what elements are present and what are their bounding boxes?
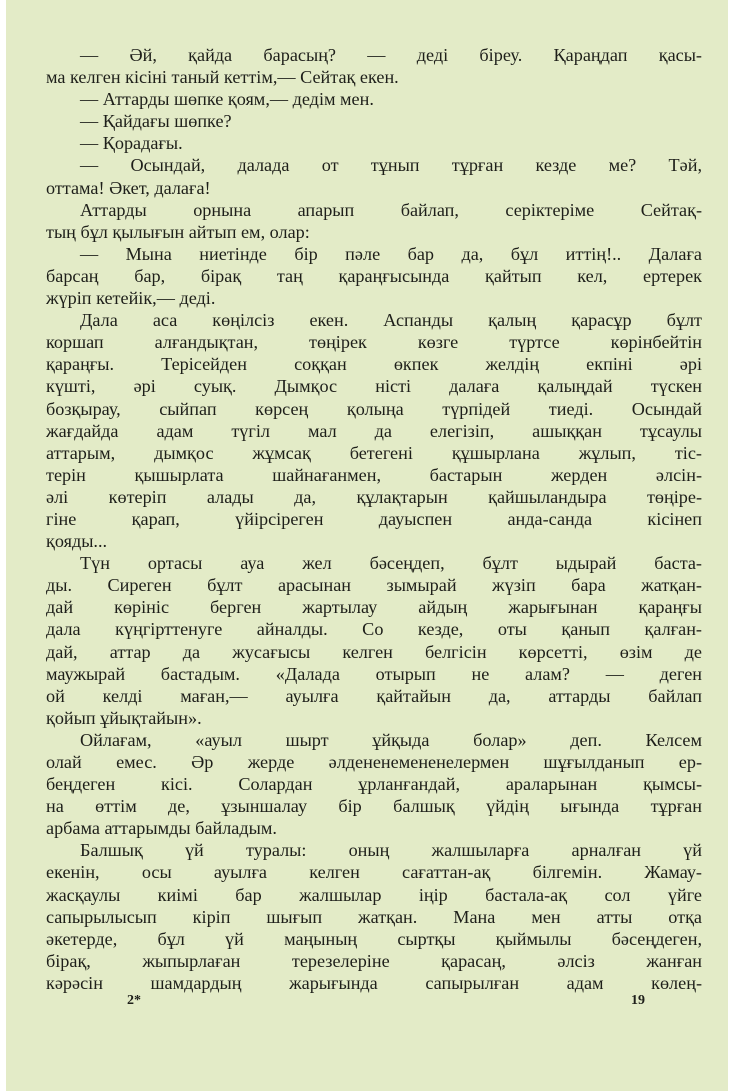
text-line: дала күңгірттенуге айналды. Со кезде, оты қанып қалған- (46, 619, 702, 640)
text-line: дай көрініс берген жартылау айдың жарығынан қараңғы (46, 597, 702, 618)
text-line: жасқаулы киімі бар жалшылар іңір бастала-ақ сол үйге (46, 884, 702, 905)
signature-mark: 2* (127, 993, 141, 1008)
text-line: екенін, осы ауылға келген сағаттан-ақ білгемін. Жамау- (46, 862, 702, 883)
text-line: Түн ортасы ауа жел бәсеңдеп, бұлт ыдырай баста- (80, 553, 702, 574)
text-line: Балшық үй туралы: оның жалшыларға арналған үй (80, 840, 702, 861)
text-line: әлі көтеріп алады да, құлақтарын қайшыландыра төңіре- (46, 486, 702, 507)
book-page (6, 0, 728, 1091)
text-line: ой келді маған,— ауылға қайтайын да, аттарды байлап (46, 685, 702, 706)
text-line: сапырылысып кіріп шығып жатқан. Мана мен атты отқа (46, 906, 702, 927)
text-line: беңдеген кісі. Солардан ұрланғандай, араларынан қымсы- (46, 774, 702, 795)
text-line: арбама аттарымды байладым. (46, 818, 277, 839)
text-line: ма келген кісіні таный кеттім,— Сейтақ екен. (46, 67, 399, 88)
text-line: қояды... (46, 531, 108, 552)
text-line: коршап алғандықтан, төңірек көзге түртсе көрінбейтін (46, 332, 702, 353)
text-line: оттама! Әкет, далаға! (46, 177, 211, 198)
text-line: — Мына ниетінде бір пәле бар да, бұл иттің!.. Далаға (80, 243, 702, 264)
text-line: Аттарды орнына апарып байлап, серіктеріме Сейтақ- (80, 199, 702, 220)
text-line: аттарым, дымқос жұмсақ бетегені құшырлана жұлып, тіс- (46, 442, 702, 463)
text-line: дай, аттар да жусағысы келген белгісін көрсетті, өзім де (46, 641, 702, 662)
text-line: маужырай бастадым. «Далада отырып не алам? — деген (46, 663, 702, 684)
text-line: қойып ұйықтайын». (46, 707, 202, 728)
text-line: тың бұл қылығын айтып ем, олар: (46, 221, 310, 242)
text-line: — Әй, қайда барасың? — деді біреу. Қараңдап қасы- (80, 45, 702, 65)
text-line: на өттім де, ұзыншалау бір балшық үйдің ығында тұрған (46, 796, 702, 817)
text-line: бозқырау, сыйпап көрсең қолыңа түрпідей тиеді. Осындай (46, 398, 702, 419)
page-number: 19 (631, 993, 645, 1008)
text-line: жағдайда адам түгіл мал да елегізіп, ашыққан тұсаулы (46, 420, 702, 441)
text-line: олай емес. Әр жерде әлдененемененелермен шұғылданып ер- (46, 752, 702, 772)
text-line: Ойлағам, «ауыл шырт ұйқыда болар» деп. Келсем (80, 729, 702, 750)
text-line: терін қышырлата шайнағанмен, бастарын жерден әлсін- (46, 464, 702, 485)
text-line: қараңғы. Терісейден соққан өкпек желдің екпіні әрі (46, 354, 702, 375)
text-line: күшті, әрі суық. Дымқос ністі далаға қалыңдай түскен (46, 376, 702, 397)
text-line: Дала аса көңілсіз екен. Аспанды қалың қарасұр бұлт (80, 310, 702, 331)
text-line: — Осындай, далада от тұнып тұрған кезде ме? Тәй, (80, 155, 702, 176)
text-line: әкетерде, бұл үй маңының сыртқы қыймылы бәсеңдеген, (46, 928, 702, 949)
text-line: гіне қарап, үйірсіреген дауыспен анда-санда кісінеп (46, 508, 702, 529)
text-line: кәрәсін шамдардың жарығында сапырылған адам көлең- (46, 972, 702, 993)
text-line: бірақ, жыпырлаған терезелеріне қарасаң, әлсіз жанған (46, 950, 702, 971)
text-line: — Қорадағы. (80, 133, 183, 154)
text-line: ды. Сиреген бұлт арасынан зымырай жүзіп бара жатқан- (46, 575, 702, 596)
text-line: — Аттарды шөпке қоям,— дедім мен. (80, 89, 374, 110)
text-line: барсаң бар, бірақ таң қараңғысында қайтып кел, ертерек (46, 265, 702, 286)
text-line: жүріп кетейік,— деді. (46, 288, 216, 309)
text-line: — Қайдағы шөпке? (80, 111, 232, 132)
page-body-text (46, 44, 702, 994)
